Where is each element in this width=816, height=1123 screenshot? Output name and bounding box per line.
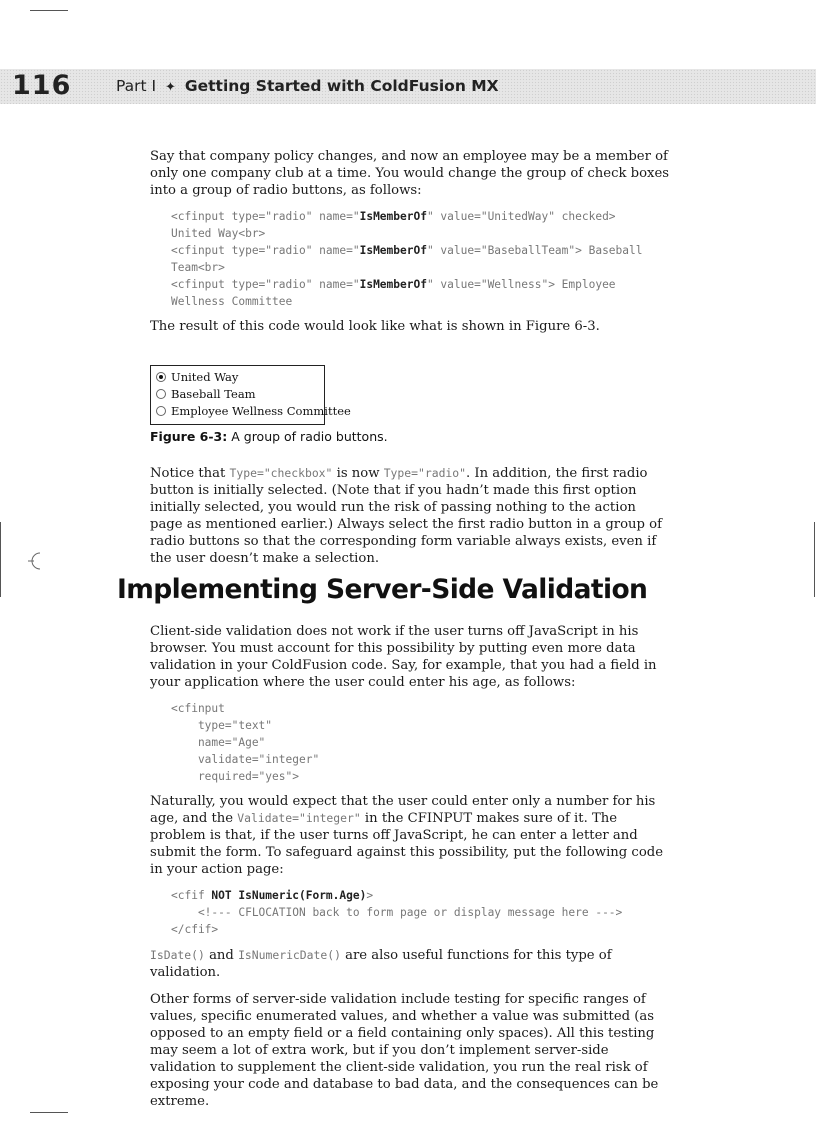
page-number: 116 bbox=[12, 70, 72, 101]
code-line: name="Age" bbox=[171, 736, 266, 749]
code-line: type="text" bbox=[171, 719, 273, 732]
code-line: <cfinput bbox=[171, 702, 225, 715]
crop-line-right bbox=[814, 522, 815, 597]
code-line bbox=[171, 904, 670, 921]
code-token: " value="UnitedWay" checked> bbox=[426, 210, 616, 223]
lower-content bbox=[150, 623, 670, 1110]
code-token: " value="BaseballTeam"> Baseball bbox=[426, 244, 643, 257]
text-run: Naturally, you would expect that the user could enter only a number for his age, and the bbox=[150, 794, 656, 826]
radio-icon bbox=[156, 389, 166, 399]
running-header-title bbox=[116, 77, 499, 95]
crop-line-left bbox=[0, 522, 1, 597]
radio-option bbox=[156, 370, 238, 388]
code-block-cfinput bbox=[171, 700, 670, 785]
inline-code: Validate="integer" bbox=[237, 811, 361, 825]
text-run: and bbox=[204, 948, 239, 963]
radio-option bbox=[156, 387, 256, 405]
code-token: <cfinput type="radio" name=" bbox=[171, 244, 360, 257]
text-run: . In addition, the first radio button is initially selected. (Note that if you hadn’t made this first option initially selected, you would run the risk of passing nothing to the action page as mentioned earlier.) Always select the first radio button in a group of radio buttons so that the corresponding form variable always exists, even if the user doesn’t make a selection. bbox=[150, 466, 662, 566]
radio-option-label: Employee Wellness Committee bbox=[171, 404, 351, 418]
upper-content bbox=[150, 148, 670, 335]
code-token: IsMemberOf bbox=[359, 244, 427, 257]
text-run: Notice that bbox=[150, 466, 230, 481]
server-paragraph-1: Client-side validation does not work if the user turns off JavaScript in his browser. You must account for this possibility by putting even more data validation in your ColdFusion code. Say, for example, that you had a field in your application where the user could enter his age, as follows: bbox=[150, 624, 657, 690]
figure-caption bbox=[150, 429, 388, 444]
code-token: NOT IsNumeric(Form.Age) bbox=[211, 889, 367, 902]
final-paragraph: Other forms of server-side validation include testing for specific ranges of values, specific enumerated values, and whether a value was submitted (as opposed to an empty field or a field containing only spaces). All this testing may seem a lot of extra work, but if you don’t implement server-side validation to supplement the client-side validation, you run the real risk of exposing your code and database to bad data, and the consequences can be extreme. bbox=[150, 992, 659, 1109]
code-line: required="yes"> bbox=[171, 770, 299, 783]
text-run: is now bbox=[332, 466, 384, 481]
inline-code: IsNumericDate() bbox=[238, 948, 341, 962]
radio-option-label: Baseball Team bbox=[171, 387, 256, 401]
code-token: <cfinput type="radio" name=" bbox=[171, 210, 360, 223]
radio-figure bbox=[150, 365, 351, 425]
diamond-icon: ✦ bbox=[165, 80, 176, 95]
inline-code: Type="checkbox" bbox=[229, 466, 333, 480]
figure-caption-text: A group of radio buttons. bbox=[231, 429, 388, 444]
chapter-title: Getting Started with ColdFusion MX bbox=[184, 77, 499, 95]
figure-caption-label: Figure 6-3: bbox=[150, 429, 228, 444]
code-token: Wellness Committee bbox=[171, 295, 293, 308]
code-token: <cfinput type="radio" name=" bbox=[171, 278, 360, 291]
code-token: Team<br> bbox=[171, 261, 225, 274]
radio-option-label: United Way bbox=[171, 370, 239, 384]
code-line bbox=[171, 242, 670, 259]
radio-icon bbox=[156, 406, 166, 416]
code-line bbox=[171, 276, 670, 293]
section-heading: Implementing Server-Side Validation bbox=[117, 574, 648, 605]
notice-paragraph bbox=[150, 465, 670, 567]
code-line bbox=[171, 208, 670, 225]
code-line bbox=[171, 921, 670, 938]
crop-mark-top bbox=[30, 10, 68, 11]
text-run: in the CFINPUT makes sure of it. The problem is that, if the user turns off JavaScript, he can enter a letter and submit the form. To safeguard against this possibility, put the following code in your action page: bbox=[150, 811, 664, 877]
code-token: <cfif bbox=[171, 889, 212, 902]
code-line bbox=[171, 887, 670, 904]
code-line bbox=[171, 259, 670, 276]
code-token: IsMemberOf bbox=[359, 278, 427, 291]
result-sentence: The result of this code would look like what is shown in Figure 6-3. bbox=[150, 319, 600, 334]
code-token: > bbox=[366, 889, 374, 902]
notice-content bbox=[150, 465, 670, 567]
crop-mark-bottom bbox=[30, 1112, 68, 1113]
code-token: " value="Wellness"> Employee bbox=[426, 278, 616, 291]
code-token: <!--- CFLOCATION back to form page or display message here ---> bbox=[171, 906, 623, 919]
code-line: validate="integer" bbox=[171, 753, 320, 766]
code-line bbox=[171, 225, 670, 242]
inline-code: IsDate() bbox=[150, 948, 205, 962]
functions-paragraph bbox=[150, 947, 670, 981]
intro-paragraph: Say that company policy changes, and now an employee may be a member of only one company club at a time. You would change the group of check boxes into a group of radio buttons, as follows: bbox=[150, 149, 670, 198]
code-token: </cfif> bbox=[171, 923, 219, 936]
radio-option bbox=[156, 404, 351, 422]
code-block-cfif bbox=[171, 887, 670, 938]
code-line bbox=[171, 293, 670, 310]
text-run: are also useful functions for this type of validation. bbox=[150, 948, 612, 980]
inline-code: Type="radio" bbox=[383, 466, 466, 480]
radio-icon bbox=[156, 372, 166, 382]
server-paragraph-2 bbox=[150, 793, 670, 878]
part-label: Part I bbox=[116, 77, 157, 95]
code-token: IsMemberOf bbox=[359, 210, 427, 223]
code-token: United Way<br> bbox=[171, 227, 266, 240]
code-block-radio bbox=[171, 208, 670, 310]
registration-mark bbox=[28, 550, 44, 572]
